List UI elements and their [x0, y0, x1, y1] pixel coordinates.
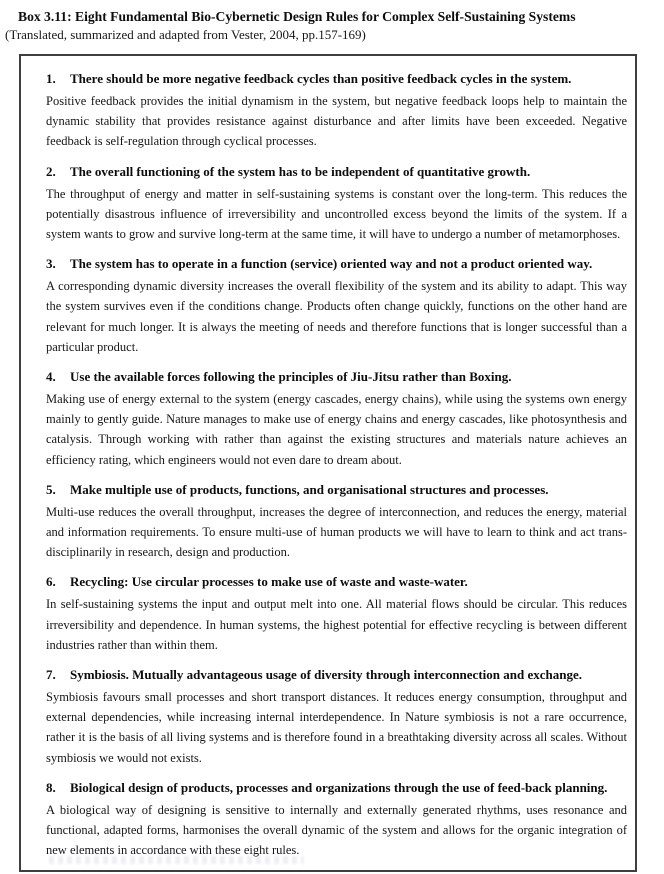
rule-body: The throughput of energy and matter in self-sustaining systems is constant over the long-term. This reduces the potentially disastrous influence of irreversibility and uncontrolled excess beyond the limits of the system. If a system wants to grow and survive long-term at the same time, it will have to undergo a number of metamorphoses. — [46, 186, 627, 242]
rule-body: Symbiosis favours small processes and short transport distances. It reduces energy consumption, throughput and external dependencies, while increasing internal interdependence. In Nature symbiosis is not a rare occurrence, rather it is the basis of all living systems and is therefore found in a breathtaking diversity across all scales. Without symbiosis we would not exists. — [46, 690, 627, 765]
rule-title: There should be more negative feedback cycles than positive feedback cycles in the system. — [70, 71, 572, 86]
rule-number: 1. — [46, 71, 56, 86]
rule-title: Recycling: Use circular processes to make use of waste and waste-water. — [70, 574, 468, 590]
rule-number: 5. — [46, 481, 56, 497]
rule-number: 3. — [46, 256, 56, 272]
rule-number: 6. — [46, 574, 56, 590]
rules-box — [19, 54, 637, 872]
rule-body: Multi-use reduces the overall throughput, increases the degree of interconnection, and reduces the energy, material and information requirements. To ensure multi-use of human products we will have to learn to think and act trans-disciplinarily in research, design and production. — [46, 504, 627, 560]
rule-heading — [46, 778, 627, 798]
rule-item — [46, 778, 627, 861]
rule-body: Making use of energy external to the system (energy cascades, energy chains), while using the systems own energy mainly to gently guide. Nature manages to make use of energy chains and energy cascades, like photosynthesis and catalysis. Through working with rather than against the existing structures and materials nature achieves an efficiency rating, which engineers would not even dare to dream about. — [46, 392, 627, 467]
rule-item — [46, 480, 627, 563]
rule-title: Symbiosis. Mutually advantageous usage of diversity through interconnection and exchange. — [70, 667, 582, 683]
rule-heading — [46, 480, 627, 500]
rule-number: 8. — [46, 779, 56, 795]
rule-body: A biological way of designing is sensitive to internally and externally generated rhythms, uses resonance and functional, adapted forms, harmonises the overall dynamic of the system and allows for the organic integration of new elements in accordance with these eight rules. — [46, 802, 627, 858]
rule-heading — [46, 367, 627, 387]
rule-item — [46, 367, 627, 470]
rule-number: 4. — [46, 369, 56, 385]
rule-body: In self-sustaining systems the input and output melt into one. All material flows should be circular. This reduces irreversibility and dependence. In human systems, the highest potential for effective recycling is between different industries rather than within them. — [46, 597, 627, 652]
box-caption-title: Box 3.11: Eight Fundamental Bio-Cybernetic Design Rules for Complex Self-Sustaining Systems — [18, 9, 576, 24]
rule-item — [46, 254, 627, 357]
rule-heading — [46, 162, 627, 182]
rule-heading — [46, 572, 627, 592]
bleed-through-text — [49, 856, 304, 864]
rule-item — [46, 572, 627, 655]
rule-heading — [46, 254, 627, 274]
rule-title: Biological design of products, processes and organizations through the use of feed-back planning. — [70, 779, 608, 795]
rule-title: Make multiple use of products, functions, and organisational structures and processes. — [70, 481, 549, 497]
rule-number: 7. — [46, 667, 56, 683]
rule-number: 2. — [46, 163, 56, 179]
rule-title: The overall functioning of the system has to be independent of quantitative growth. — [70, 163, 531, 179]
rule-body: A corresponding dynamic diversity increases the overall flexibility of the system and its ability to adapt. This way the system survives even if the conditions change. Products often change quickly, functions on the other hand are relevant for much longer. It is always the meeting of needs and therefore functions that is longer successful than a particular product. — [46, 279, 627, 354]
rule-item — [46, 665, 627, 768]
box-caption — [5, 9, 664, 42]
rule-title: Use the available forces following the principles of Jiu-Jitsu rather than Boxing. — [70, 369, 512, 385]
rule-body: Positive feedback provides the initial dynamism in the system, but negative feedback loops help to maintain the dynamic stability that provides resistance against disturbance and after limits have been exceeded. Negative feedback is self-regulation through cyclical processes. — [46, 94, 627, 149]
rule-item — [46, 162, 627, 245]
box-caption-source: (Translated, summarized and adapted from Vester, 2004, pp.157-169) — [5, 27, 366, 42]
rule-item — [46, 69, 627, 152]
rule-heading — [46, 69, 627, 89]
rule-title: The system has to operate in a function (service) oriented way and not a product oriented way. — [70, 256, 593, 272]
rule-heading — [46, 665, 627, 685]
